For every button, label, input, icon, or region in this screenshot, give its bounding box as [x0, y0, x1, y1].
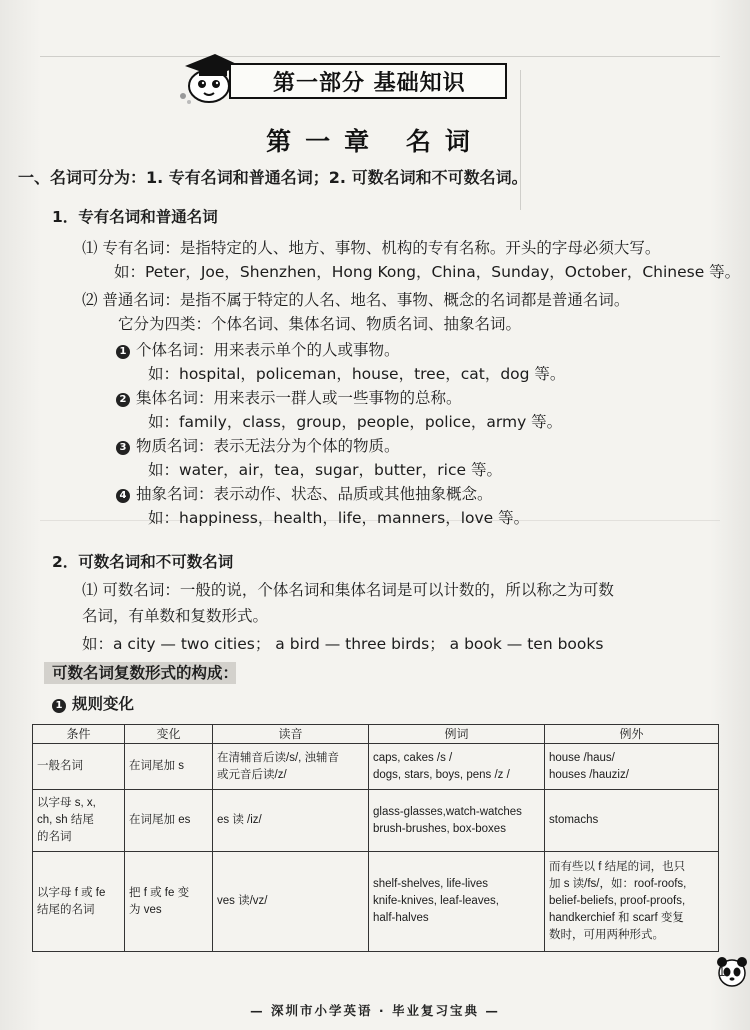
- cell-condition: 以字母 s, x, ch, sh 结尾 的名词: [33, 790, 125, 852]
- table-row: [33, 852, 719, 952]
- regular-change-heading: [52, 694, 134, 714]
- cell-pronunciation: 在清辅音后读/s/, 浊辅音 或元音后读/z/: [213, 744, 369, 790]
- plural-rules-table: [32, 724, 719, 952]
- column-header-exceptions: 例外: [545, 725, 719, 744]
- list-item: [116, 436, 400, 456]
- common-noun-definition: ⑵ 普通名词：是指不属于特定的人名、地名、事物、概念的名词都是普通名词。: [82, 291, 630, 309]
- table-row: [33, 790, 719, 852]
- list-item: [116, 484, 493, 504]
- column-header-examples: 例词: [369, 725, 545, 744]
- cell-pronunciation: ves 读/vz/: [213, 852, 369, 952]
- proper-noun-examples: 如：Peter，Joe，Shenzhen，Hong Kong，China，Sunday，October，Chinese 等。: [114, 263, 741, 281]
- column-header-change: 变化: [125, 725, 213, 744]
- list-item: [116, 340, 400, 360]
- regular-change-label: 规则变化: [72, 695, 135, 713]
- cell-exceptions: house /haus/ houses /hauziz/: [545, 744, 719, 790]
- countable-noun-definition-line2: 名词，有单数和复数形式。: [82, 607, 269, 625]
- column-header-condition: 条件: [33, 725, 125, 744]
- cell-examples: caps, cakes /s / dogs, stars, boys, pens /z /: [369, 744, 545, 790]
- subsection-title-countable: 2．可数名词和不可数名词: [52, 553, 234, 571]
- cell-change: 在词尾加 s: [125, 744, 213, 790]
- section-heading: 一、名词可分为：1. 专有名词和普通名词；2. 可数名词和不可数名词。: [18, 168, 528, 187]
- cell-condition: 一般名词: [33, 744, 125, 790]
- cell-pronunciation: es 读 /iz/: [213, 790, 369, 852]
- cell-exceptions: stomachs: [545, 790, 719, 852]
- cell-examples: glass-glasses,watch-watches brush-brushes, box-boxes: [369, 790, 545, 852]
- abstract-noun-definition: 抽象名词：表示动作、状态、品质或其他抽象概念。: [136, 485, 493, 503]
- subsection-title-proper-common: 1．专有名词和普通名词: [52, 208, 218, 226]
- cell-change: 在词尾加 es: [125, 790, 213, 852]
- plural-formation-heading: 可数名词复数形式的构成：: [52, 664, 239, 682]
- circled-number-1-icon: 1: [52, 699, 66, 713]
- common-noun-types: 它分为四类：个体名词、集体名词、物质名词、抽象名词。: [118, 315, 522, 333]
- cell-examples: shelf-shelves, life-lives knife-knives, leaf-leaves, half-halves: [369, 852, 545, 952]
- cell-condition: 以字母 f 或 fe 结尾的名词: [33, 852, 125, 952]
- countable-noun-definition-line1: ⑴ 可数名词：一般的说，个体名词和集体名词是可以计数的，所以称之为可数: [82, 581, 614, 599]
- part-banner: [215, 60, 511, 106]
- countable-noun-examples: 如：a city — two cities； a bird — three birds； a book — ten books: [82, 635, 604, 653]
- chapter-title: 第一章 名词: [266, 127, 484, 156]
- page-number: 1: [718, 965, 726, 979]
- collective-noun-definition: 集体名词：用来表示一群人或一些事物的总称。: [136, 389, 462, 407]
- circled-number-4-icon: 4: [116, 489, 130, 503]
- bleed-through-rule: [40, 56, 720, 57]
- circled-number-1-icon: 1: [116, 345, 130, 359]
- individual-noun-examples: 如：hospital，policeman，house，tree，cat，dog 等。: [148, 365, 566, 383]
- material-noun-examples: 如：water，air，tea，sugar，butter，rice 等。: [148, 461, 502, 479]
- column-header-pronunciation: 读音: [213, 725, 369, 744]
- book-footer: — 深圳市小学英语 · 毕业复习宝典 —: [250, 1003, 500, 1018]
- material-noun-definition: 物质名词：表示无法分为个体的物质。: [136, 437, 400, 455]
- list-item: [116, 388, 462, 408]
- abstract-noun-examples: 如：happiness，health，life，manners，love 等。: [148, 509, 530, 527]
- collective-noun-examples: 如：family，class，group，people，police，army 等。: [148, 413, 563, 431]
- table-row: [33, 744, 719, 790]
- cell-change: 把 f 或 fe 变 为 ves: [125, 852, 213, 952]
- proper-noun-definition: ⑴ 专有名词：是指特定的人、地方、事物、机构的专有名称。开头的字母必须大写。: [82, 239, 661, 257]
- part-title: 第一部分 基础知识: [273, 70, 466, 96]
- circled-number-3-icon: 3: [116, 441, 130, 455]
- circled-number-2-icon: 2: [116, 393, 130, 407]
- individual-noun-definition: 个体名词：用来表示单个的人或事物。: [136, 341, 400, 359]
- table-header-row: [33, 725, 719, 744]
- cell-exceptions: 而有些以 f 结尾的词，也只 加 s 读/fs/，如：roof-roofs, belief-beliefs, proof-proofs, handkerchief 和 scarf 变复 数时，可用两种形式。: [545, 852, 719, 952]
